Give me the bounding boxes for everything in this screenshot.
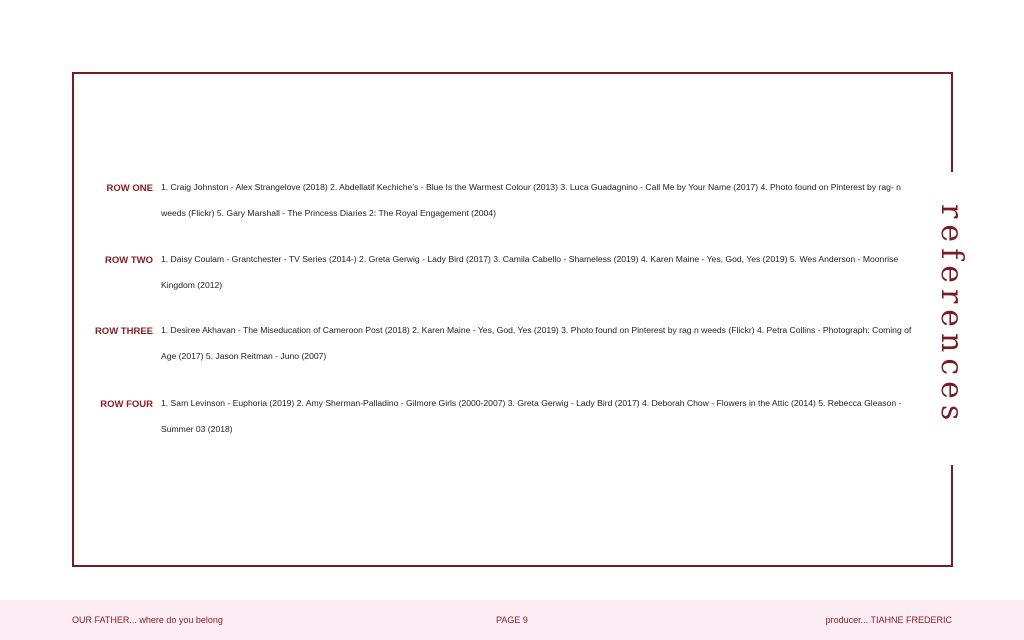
- page-footer: [0, 600, 1024, 640]
- row-references-text: 1. Craig Johnston - Alex Strangelove (2018) 2. Abdellatif Kechiche’s - Blue Is the Warmest Colour (2013) 3. Luca Guadagnino - Call Me by Your Name (2017) 4. Photo found on Pinterest by rag- n weeds (Flickr) 5. Gary Marshall - The Princess Diaries 2: The Royal Engagement (2004): [161, 182, 901, 218]
- row-label: ROW FOUR: [100, 399, 153, 410]
- frame-right-border-lower: [951, 465, 953, 567]
- row-label: ROW THREE: [94, 326, 153, 337]
- frame-bottom-border: [72, 565, 953, 567]
- page-title-vertical: [920, 180, 982, 450]
- row-label: ROW TWO: [104, 255, 153, 266]
- row-references-text: 1. Sam Levinson - Euphoria (2019) 2. Amy Sherman-Palladino - Gilmore Girls (2000-2007) 3. Greta Gerwig - Lady Bird (2017) 4. Deborah Chow - Flowers in the Attic (2014) 5. Rebecca Gleason - Summer 03 (2018): [161, 398, 902, 434]
- frame-left-border: [72, 72, 74, 567]
- footer-project-title: OUR FATHER... where do you belong: [72, 615, 223, 625]
- footer-producer-credit: producer... TIAHNE FREDERIC: [825, 615, 952, 625]
- row-label: ROW ONE: [106, 183, 153, 194]
- page-title: references: [934, 203, 969, 427]
- row-references-text: 1. Desiree Akhavan - The Miseducation of Cameroon Post (2018) 2. Karen Maine - Yes, God, Yes (2019) 3. Photo found on Pinterest by rag n weeds (Flickr) 4. Petra Collins - Photograph: Coming of Age (2017) 5. Jason Reitman - Juno (2007): [161, 325, 912, 361]
- footer-page-number: PAGE 9: [496, 615, 528, 625]
- frame-right-border-upper: [951, 72, 953, 172]
- frame-top-border: [72, 72, 953, 74]
- row-references-text: 1. Daisy Coulam - Grantchester - TV Series (2014-) 2. Greta Gerwig - Lady Bird (2017) 3. Camila Cabello - Shameless (2019) 4. Karen Maine - Yes, God, Yes (2019) 5. Wes Anderson - Moonrise Kingdom (2012): [161, 254, 899, 290]
